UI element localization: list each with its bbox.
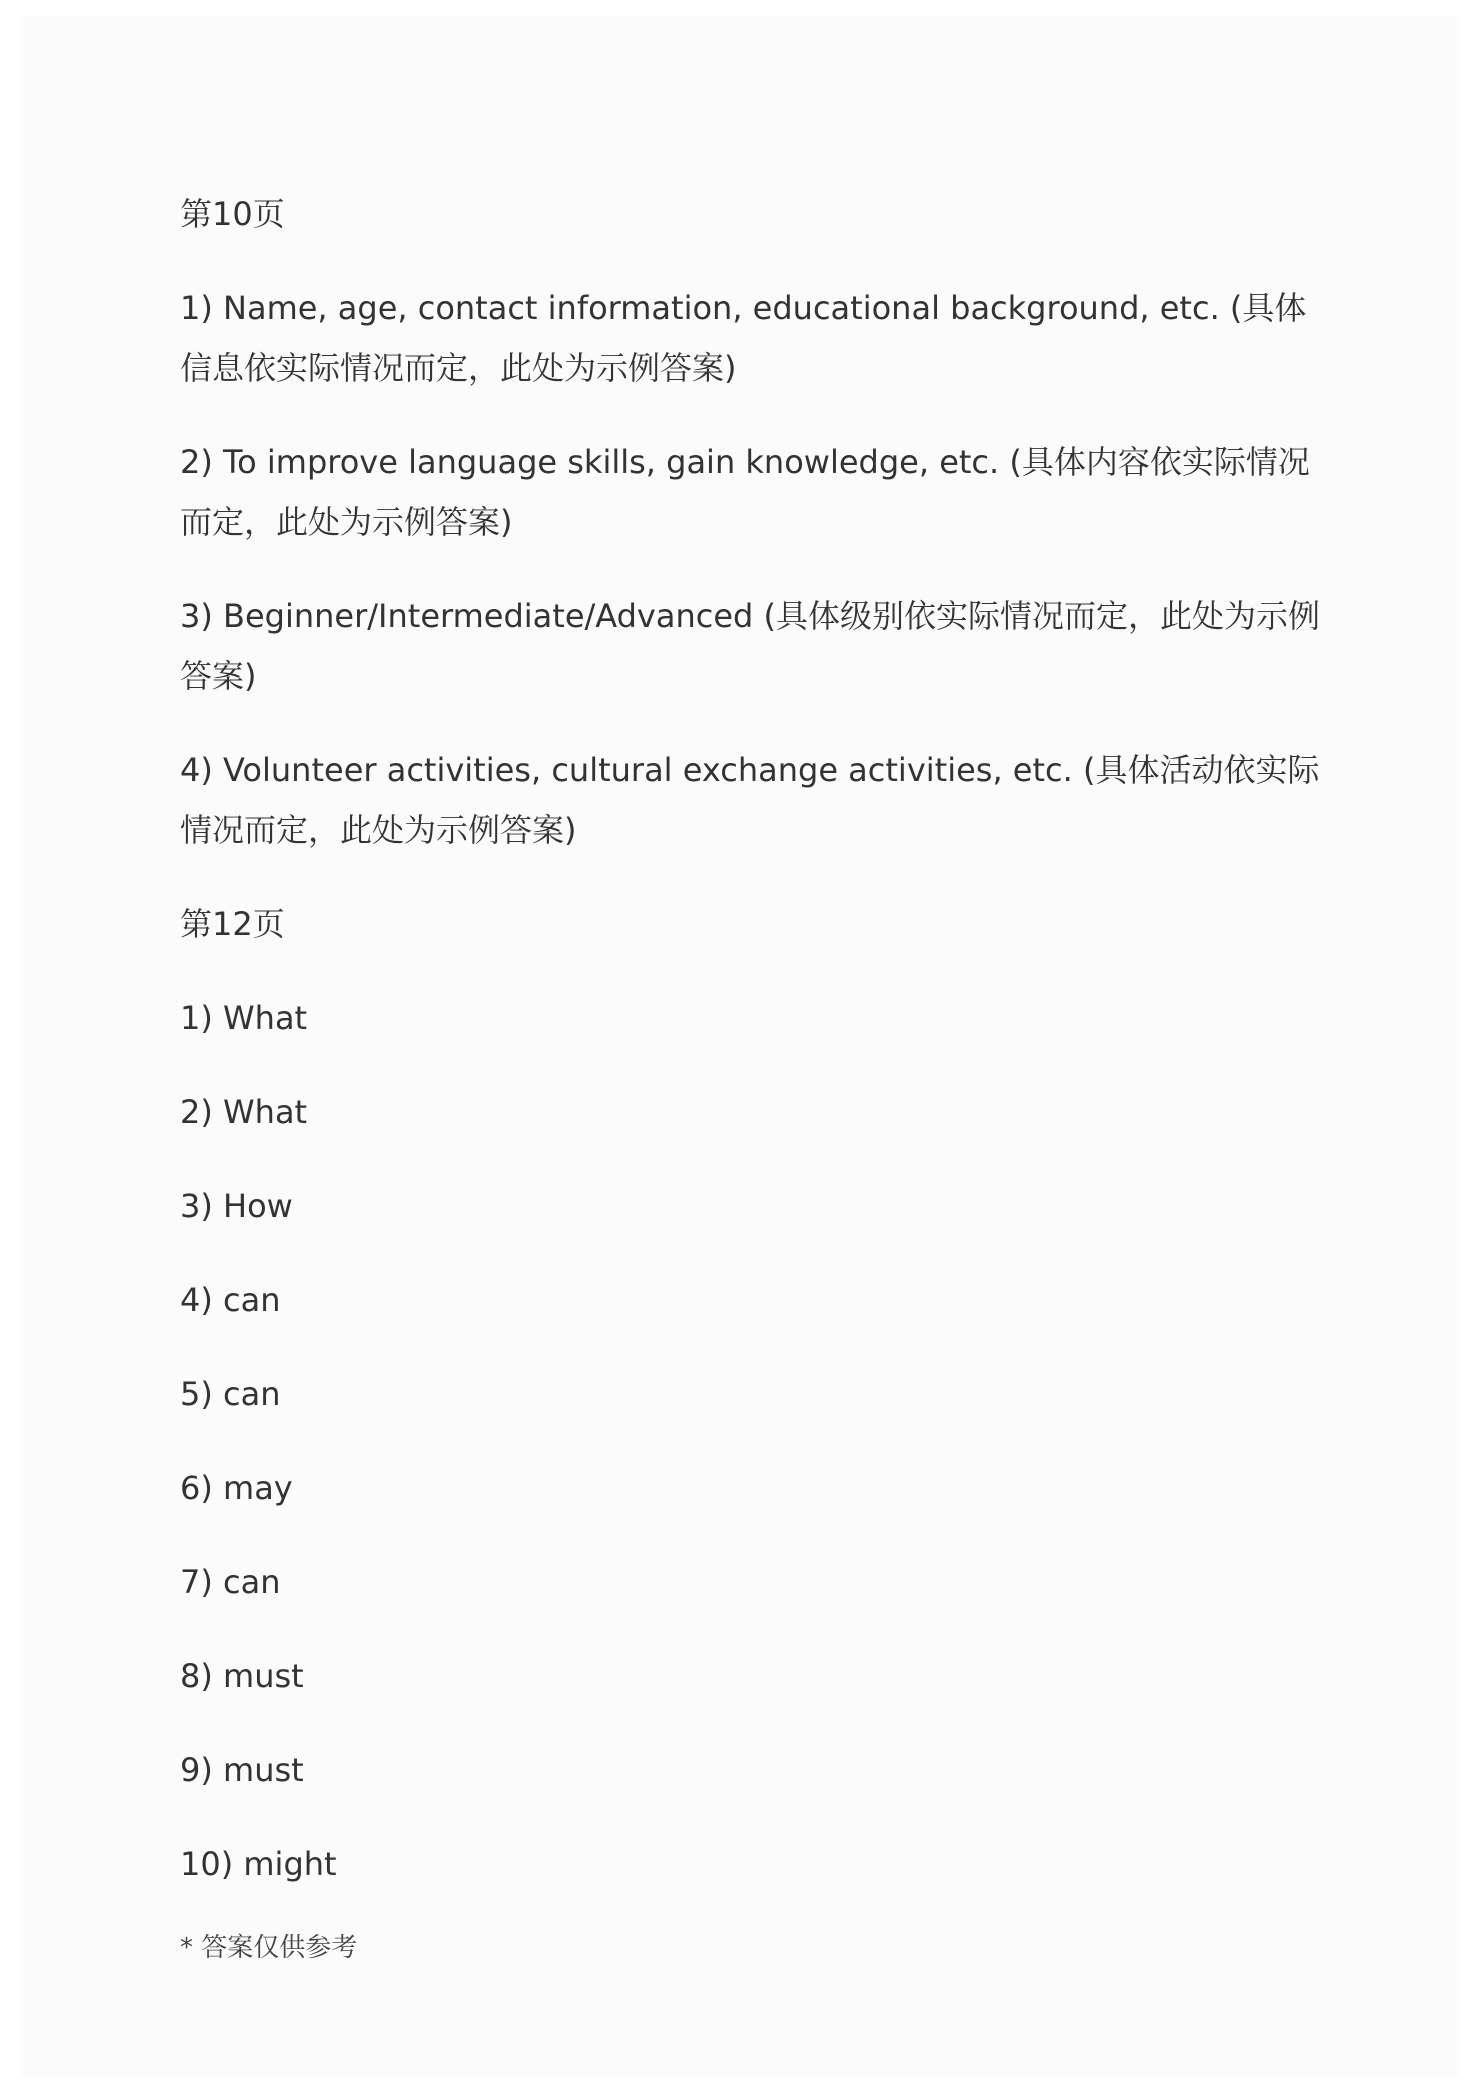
answer-p10-2: 2) To improve language skills, gain knowledge, etc. (具体内容依实际情况而定，此处为示例答案) [180, 443, 1310, 541]
answer-p12-3: 3) How [180, 1187, 293, 1225]
document-content [180, 184, 1330, 1968]
answer-p12-8: 8) must [180, 1657, 304, 1695]
section-heading-page-10: 第10页 [180, 195, 285, 233]
reference-note: * 答案仅供参考 [180, 1933, 358, 1963]
answer-p12-1: 1) What [180, 999, 308, 1037]
document-page [20, 16, 1460, 2077]
answer-p10-3: 3) Beginner/Intermediate/Advanced (具体级别依实际情况而定，此处为示例答案) [180, 597, 1321, 695]
answer-p12-6: 6) may [180, 1469, 293, 1507]
answer-p12-2: 2) What [180, 1093, 308, 1131]
answer-p10-4: 4) Volunteer activities, cultural exchange activities, etc. (具体活动依实际情况而定，此处为示例答案) [180, 751, 1320, 849]
answer-p12-10: 10) might [180, 1845, 337, 1883]
answer-p10-1: 1) Name, age, contact information, educational background, etc. (具体信息依实际情况而定，此处为示例答案) [180, 289, 1307, 387]
answer-p12-5: 5) can [180, 1375, 281, 1413]
answer-p12-4: 4) can [180, 1281, 281, 1319]
answer-p12-9: 9) must [180, 1751, 304, 1789]
answer-p12-7: 7) can [180, 1563, 281, 1601]
section-heading-page-12: 第12页 [180, 905, 285, 943]
